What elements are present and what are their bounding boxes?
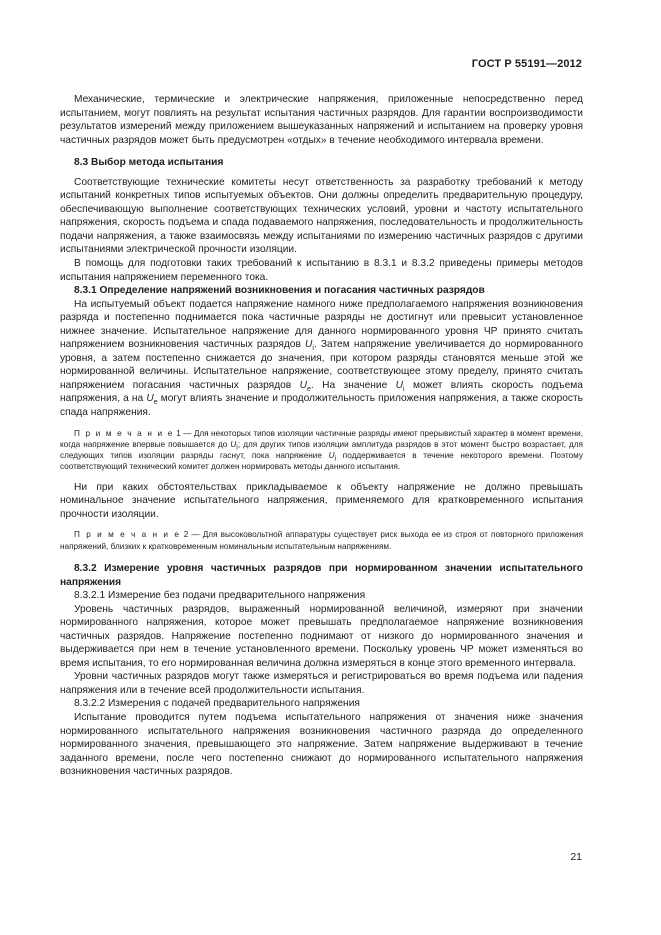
text-run: . Затем напряжение увеличивается до нормированного уровня, а затем постепенно снижается до значения, при котором разряды становятся меньше этой же нормированной величины. Испытательное напряжение, соответствующее этому пределу, принято считать напряжением погасания частичных разрядов	[60, 339, 584, 391]
section-8-3-2-2-paragraph: Испытание проводится путем подъема испытательного напряжения от значения ниже значения нормированного испытательного напряжения возникновения частичного разряда до определенного нормированного значения, превышающего это напряжение. Затем напряжение выдерживают в течение заданного времени, после чего постепенно снижают до нормированного испытательного напряжения возникновения частичных разрядов.	[60, 712, 583, 778]
text-run: 2 — Для высоковольтной аппаратуры существует риск выхода ее из строя от повторного приложения напряжений, близких к кратковременным номинальным испытательным напряжениям.	[60, 530, 584, 551]
document-body	[60, 93, 583, 779]
text-run: поддерживается в течение некоторого времени. Поэтому соответствующий технический комитет должен нормировать методы данного испытания.	[60, 451, 584, 472]
section-8-3-2-heading: 8.3.2 Измерение уровня частичных разрядов при нормированном значении испытательного напряжения	[60, 563, 583, 588]
section-8-3-paragraph-1: Соответствующие технические комитеты несут ответственность за разработку требований к методу испытаний конкретных типов испытуемых объектов. Они должны определить предварительную процедуру, обеспечивающую выполнение соответствующих технических условий, уровни и частоту испытательного напряжения, скорость подъема и спада подаваемого напряжения, последовательность и продолжительность подачи напряжения, а также взаимосвязь между испытаниями по измерению частичных разрядов с другими испытаниями электрической прочности изоляции.	[60, 176, 583, 256]
subscript-e: e	[153, 399, 158, 407]
text-run: 1 — Для некоторых типов изоляции частичные разряды имеют прерывистый характер в момент времени, когда напряжение впервые повышается до	[60, 428, 583, 449]
subscript-e: e	[307, 385, 311, 393]
warning-paragraph: Ни при каких обстоятельствах прикладываемое к объекту напряжение не должно превышать номинальное значение испытательного напряжения, применяемого для кратковременного испытания прочности изоляции.	[60, 481, 583, 520]
note-2	[60, 529, 583, 552]
subscript-i: i	[312, 345, 314, 353]
voltage-symbol: U	[299, 379, 307, 391]
note-label: П р и м е ч а н и е	[74, 428, 174, 438]
spacer	[60, 552, 583, 562]
intro-paragraph: Механические, термические и электрические напряжения, приложенные непосредственно перед испытанием, могут повлиять на результат испытания частичных разрядов. Для гарантии воспроизводимости результатов измерений между приложением вышеуказанных напряжений и испытанием на проверку уровня частичных разрядов может быть предусмотрен «отдых» в течение необходимого интервала времени.	[60, 94, 583, 146]
voltage-symbol: U	[395, 379, 404, 391]
note-label: П р и м е ч а н и е	[74, 530, 181, 540]
section-8-3-2-2-heading: 8.3.2.2 Измерения с подачей предварительного напряжения	[74, 698, 360, 710]
voltage-symbol: U	[230, 439, 237, 449]
voltage-symbol: U	[328, 451, 335, 461]
section-8-3-2-1-paragraph-2: Уровни частичных разрядов могут также измеряться и регистрироваться во время подъема или падения напряжения или в течение всей продолжительности испытания.	[60, 671, 583, 696]
subscript-i: i	[334, 455, 337, 463]
section-8-3-2-1-heading: 8.3.2.1 Измерение без подачи предварительного напряжения	[74, 590, 366, 602]
note-1	[60, 428, 583, 473]
subscript-i: i	[236, 444, 238, 452]
subscript-i: i	[403, 385, 405, 393]
section-8-3-2-1-paragraph-1: Уровень частичных разрядов, выраженный нормированной величиной, измеряют при значении нормированного напряжения, которое может превышать предполагаемое напряжение возникновения частичных разрядов. Напряжение постепенно поднимают от низкого до нормированного значения и выдерживается при нем в течение установленного времени. Поскольку уровень ЧР может изменяться во время испытания, то его нормированная величина должна измеряться в конце этого временного интервала.	[60, 603, 583, 669]
text-run: . На значение	[310, 379, 388, 391]
spacer	[60, 521, 583, 529]
voltage-symbol: U	[146, 393, 154, 405]
section-8-3-1-paragraph	[60, 298, 583, 420]
text-run: На испытуемый объект подается напряжение намного ниже предполагаемого напряжения возникновения разряда и постепенно поднимается пока частичные разряды не достигнут или превысит установленное нижнее значение. Испытательное напряжение для данного нормированного уровня ЧР принято считать напряжением возникновения частичных разрядов	[60, 298, 583, 351]
text-run: могут влиять значение и продолжительность приложения напряжения, а также скорость спада напряжения.	[60, 393, 583, 419]
text-run: может влиять скорость подъема напряжения, а на	[60, 379, 583, 405]
voltage-symbol: U	[305, 339, 313, 351]
section-8-3-paragraph-2: В помощь для подготовки таких требований к испытанию в 8.3.1 и 8.3.2 приведены примеры методов испытания напряжением переменного тока.	[60, 258, 583, 283]
text-run: ; для других типов изоляции амплитуда разрядов в этот момент быстро возрастает, для следующих типов изоляции разряды гаснут, пока напряжение	[60, 439, 583, 461]
spacer	[60, 473, 583, 481]
standard-number-header: ГОСТ Р 55191—2012	[471, 58, 582, 70]
section-8-3-heading: 8.3 Выбор метода испытания	[74, 157, 224, 169]
section-8-3-1-heading: 8.3.1 Определение напряжений возникновения и погасания частичных разрядов	[74, 285, 485, 297]
page-number: 21	[570, 851, 582, 863]
spacer	[60, 420, 583, 428]
